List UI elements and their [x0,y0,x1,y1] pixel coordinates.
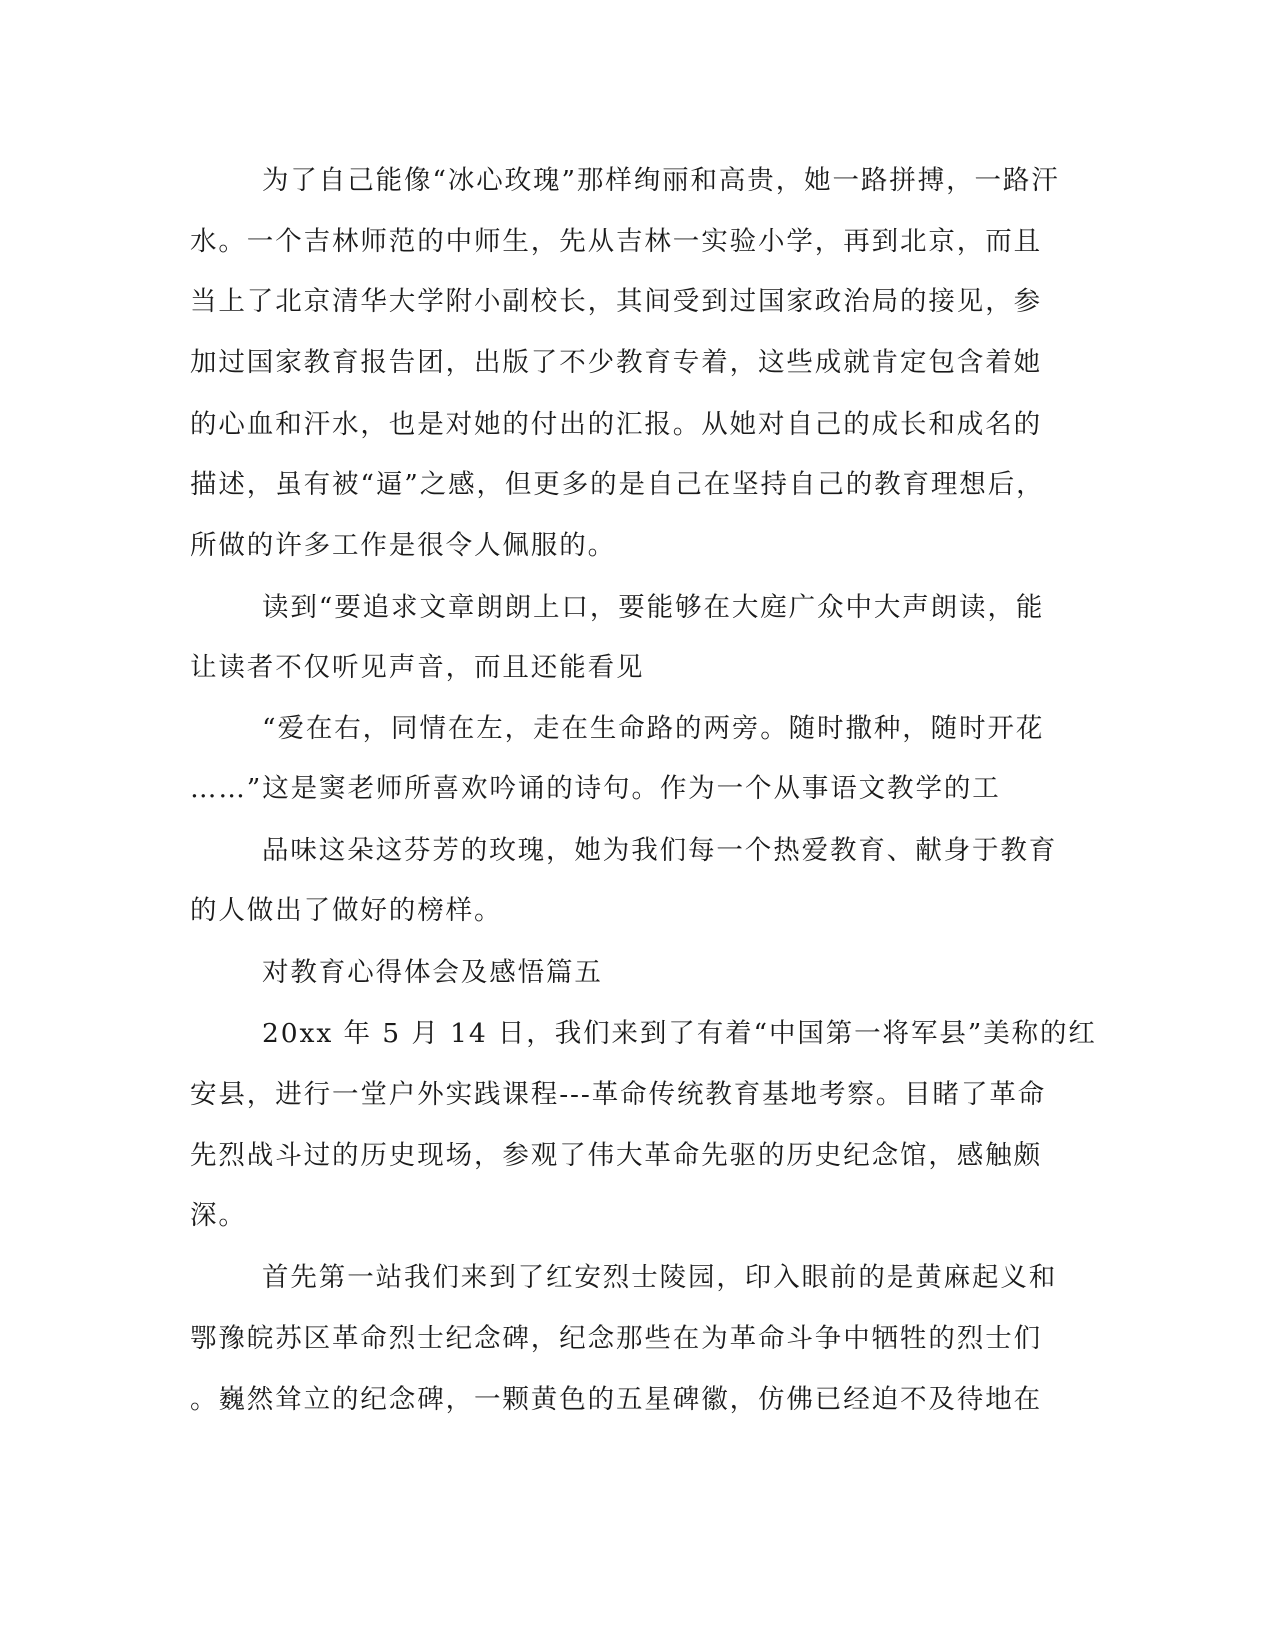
text-line: 首先第一站我们来到了红安烈士陵园，印入眼前的是黄麻起义和 [262,1262,1058,1293]
section-heading: 对教育心得体会及感悟篇五 [262,957,603,988]
text-line: 加过国家教育报告团，出版了不少教育专着，这些成就肯定包含着她 [190,347,1042,378]
text-line: 读到“要追求文章朗朗上口，要能够在大庭广众中大声朗读，能 [262,592,1045,623]
text-line: 当上了北京清华大学附小副校长，其间受到过国家政治局的接见，参 [190,286,1042,317]
text-line: 为了自己能像“冰心玫瑰”那样绚丽和高贵，她一路拼搏，一路汗 [262,165,1060,196]
text-line: 品味这朵这芬芳的玫瑰，她为我们每一个热爱教育、献身于教育 [262,835,1058,866]
text-line: 水。一个吉林师范的中师生，先从吉林一实验小学，再到北京，而且 [190,226,1042,257]
text-line: 先烈战斗过的历史现场，参观了伟大革命先驱的历史纪念馆，感触颇 [190,1140,1042,1171]
text-line: 20xx 年 5 月 14 日，我们来到了有着“中国第一将军县”美称的红 [262,1018,1097,1049]
text-line: 的人做出了做好的榜样。 [190,895,503,926]
text-line: 描述，虽有被“逼”之感，但更多的是自己在坚持自己的教育理想后， [190,469,1045,500]
text-line: 所做的许多工作是很令人佩服的。 [190,530,616,561]
text-line: 鄂豫皖苏区革命烈士纪念碑，纪念那些在为革命斗争中牺牲的烈士们 [190,1323,1042,1354]
text-line: ……”这是窦老师所喜欢吟诵的诗句。作为一个从事语文教学的工 [190,773,1001,804]
text-line: 安县，进行一堂户外实践课程---革命传统教育基地考察。目睹了革命 [190,1079,1047,1110]
text-line: 的心血和汗水，也是对她的付出的汇报。从她对自己的成长和成名的 [190,409,1042,440]
text-line: 让读者不仅听见声音，而且还能看见 [190,652,645,683]
text-line: “爱在右，同情在左，走在生命路的两旁。随时撒种，随时开花 [262,713,1045,744]
text-line: 深。 [190,1200,247,1231]
text-line: 。巍然耸立的纪念碑，一颗黄色的五星碑徽，仿佛已经迫不及待地在 [190,1384,1042,1415]
